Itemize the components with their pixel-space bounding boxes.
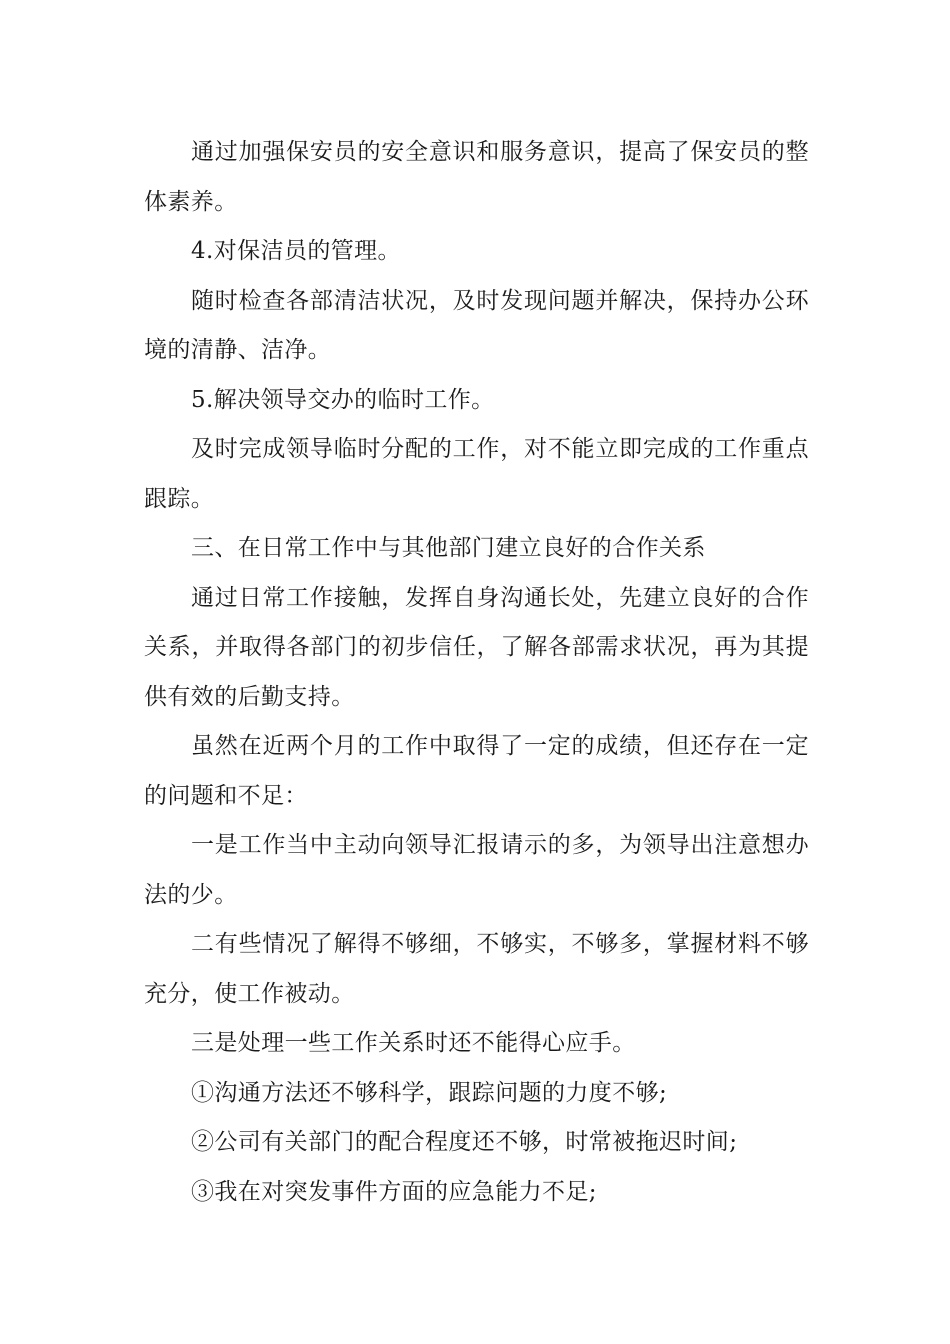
paragraph: 4.对保洁员的管理。 bbox=[191, 238, 401, 264]
paragraph: 通过加强保安员的安全意识和服务意识，提高了保安员的整体素养。 bbox=[144, 139, 809, 215]
list-item: ③我在对突发事件方面的应急能力不足; bbox=[191, 1178, 597, 1205]
section-heading: 三、在日常工作中与其他部门建立良好的合作关系 bbox=[191, 535, 706, 561]
list-item: ①沟通方法还不够科学，跟踪问题的力度不够; bbox=[191, 1079, 668, 1106]
paragraph: 随时检查各部清洁状况，及时发现问题并解决，保持办公环境的清静、洁净。 bbox=[144, 287, 809, 363]
paragraph: 及时完成领导临时分配的工作，对不能立即完成的工作重点跟踪。 bbox=[144, 436, 809, 512]
paragraph: 三是处理一些工作关系时还不能得心应手。 bbox=[191, 1030, 636, 1056]
paragraph: 虽然在近两个月的工作中取得了一定的成绩，但还存在一定的问题和不足： bbox=[144, 733, 809, 809]
list-item: ②公司有关部门的配合程度还不够，时常被拖迟时间; bbox=[191, 1129, 738, 1155]
paragraph: 5.解决领导交办的临时工作。 bbox=[191, 386, 495, 413]
document-body bbox=[144, 128, 809, 1217]
paragraph: 一是工作当中主动向领导汇报请示的多，为领导出注意想办法的少。 bbox=[144, 832, 809, 908]
paragraph: 通过日常工作接触，发挥自身沟通长处，先建立良好的合作关系，并取得各部门的初步信任，了解各部需求状况，再为其提供有效的后勤支持。 bbox=[144, 584, 809, 710]
paragraph: 二有些情况了解得不够细，不够实，不够多，掌握材料不够充分，使工作被动。 bbox=[144, 931, 809, 1007]
